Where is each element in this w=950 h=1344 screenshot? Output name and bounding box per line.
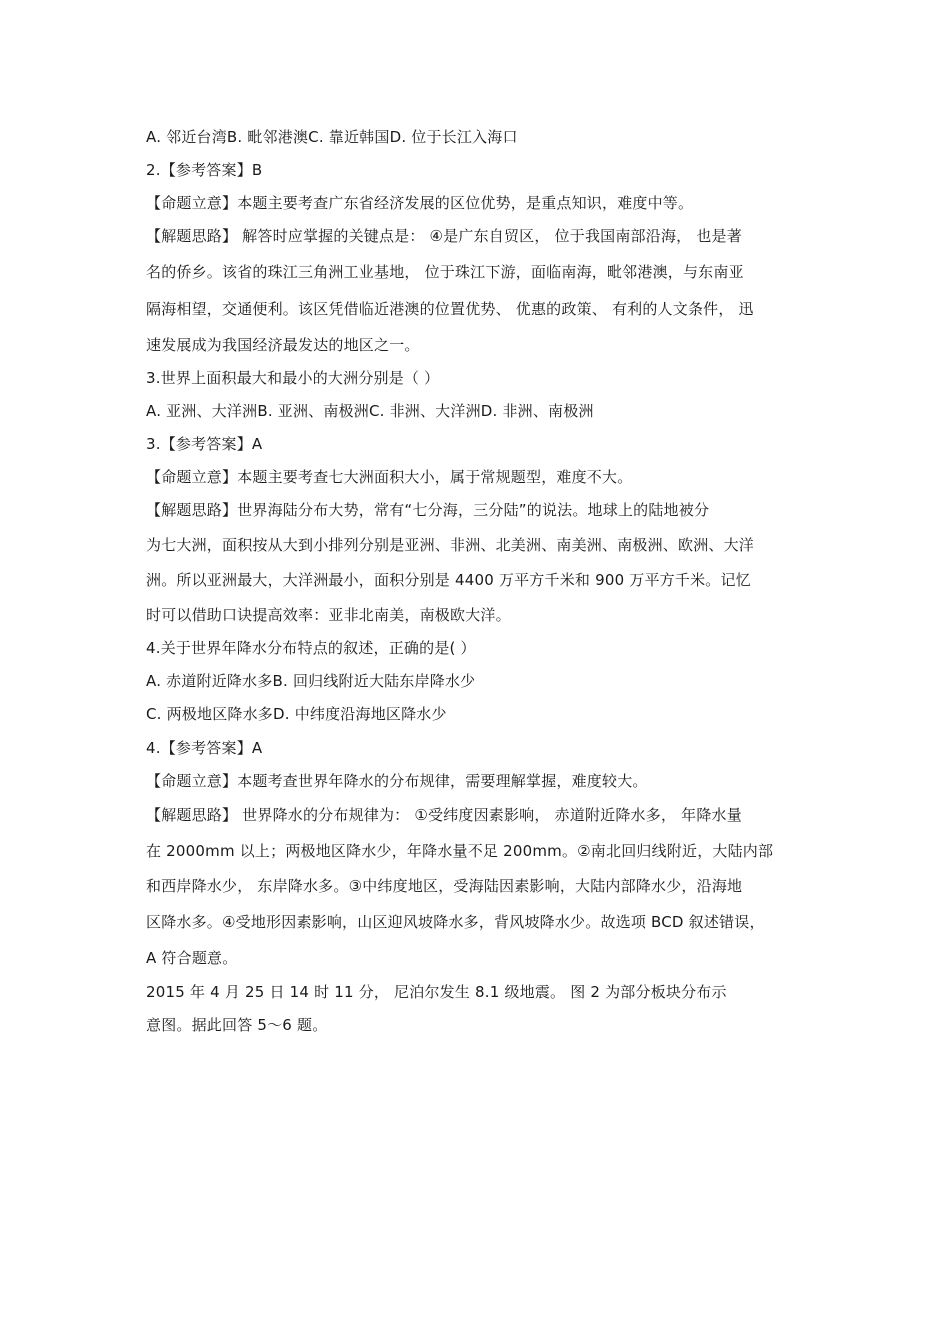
q2-analysis-line-3: 隔海相望，交通便利。该区凭借临近港澳的位置优势、 优惠的政策、 有利的人文条件， 迅 (146, 300, 754, 318)
q4-options-cd: C. 两极地区降水多D. 中纬度沿海地区降水少 (146, 705, 447, 723)
q4-analysis-line-3: 和西岸降水少， 东岸降水多。③中纬度地区，受海陆因素影响，大陆内部降水少，沿海地 (146, 877, 743, 895)
passage-intro-line-1: 2015 年 4 月 25 日 14 时 11 分， 尼泊尔发生 8.1 级地震。 图 2 为部分板块分布示 (146, 983, 727, 1001)
q4-analysis-line-5: A 符合题意。 (146, 949, 238, 967)
q4-options-ab: A. 赤道附近降水多B. 回归线附近大陆东岸降水少 (146, 672, 476, 690)
q3-analysis-line-3: 洲。所以亚洲最大，大洋洲最小，面积分别是 4400 万平方千米和 900 万平方千米。记忆 (146, 571, 751, 589)
q2-answer: 2.【参考答案】B (146, 161, 263, 179)
q4-answer: 4.【参考答案】A (146, 739, 263, 757)
q2-analysis-line-2: 名的侨乡。该省的珠江三角洲工业基地， 位于珠江下游，面临南海，毗邻港澳，与东南亚 (146, 263, 744, 281)
q2-intent: 【命题立意】本题主要考查广东省经济发展的区位优势，是重点知识，难度中等。 (146, 194, 694, 212)
q2-analysis-line-1: 【解题思路】 解答时应掌握的关键点是： ④是广东自贸区， 位于我国南部沿海， 也是著 (146, 227, 742, 245)
q4-question: 4.关于世界年降水分布特点的叙述，正确的是( ） (146, 639, 476, 657)
q4-analysis-line-4: 区降水多。④受地形因素影响，山区迎风坡降水多，背风坡降水少。故选项 BCD 叙述错误， (146, 913, 765, 931)
q2-analysis-line-4: 速发展成为我国经济最发达的地区之一。 (146, 336, 420, 354)
q1-options: A. 邻近台湾B. 毗邻港澳C. 靠近韩国D. 位于长江入海口 (146, 128, 518, 146)
q3-analysis-line-1: 【解题思路】世界海陆分布大势，常有“七分海，三分陆”的说法。地球上的陆地被分 (146, 501, 710, 519)
q3-options: A. 亚洲、大洋洲B. 亚洲、南极洲C. 非洲、大洋洲D. 非洲、南极洲 (146, 402, 594, 420)
q3-analysis-line-4: 时可以借助口诀提高效率：亚非北南美，南极欧大洋。 (146, 606, 511, 624)
q3-analysis-line-2: 为七大洲，面积按从大到小排列分别是亚洲、非洲、北美洲、南美洲、南极洲、欧洲、大洋 (146, 536, 755, 554)
q4-intent: 【命题立意】本题考查世界年降水的分布规律，需要理解掌握，难度较大。 (146, 772, 648, 790)
q3-answer: 3.【参考答案】A (146, 435, 263, 453)
passage-intro-line-2: 意图。据此回答 5～6 题。 (146, 1016, 328, 1034)
q3-question: 3.世界上面积最大和最小的大洲分别是（ ） (146, 369, 440, 387)
q4-analysis-line-1: 【解题思路】 世界降水的分布规律为： ①受纬度因素影响， 赤道附近降水多， 年降水量 (146, 806, 742, 824)
q3-intent: 【命题立意】本题主要考查七大洲面积大小，属于常规题型，难度不大。 (146, 468, 633, 486)
q4-analysis-line-2: 在 2000mm 以上；两极地区降水少，年降水量不足 200mm。②南北回归线附近，大陆内部 (146, 842, 774, 860)
